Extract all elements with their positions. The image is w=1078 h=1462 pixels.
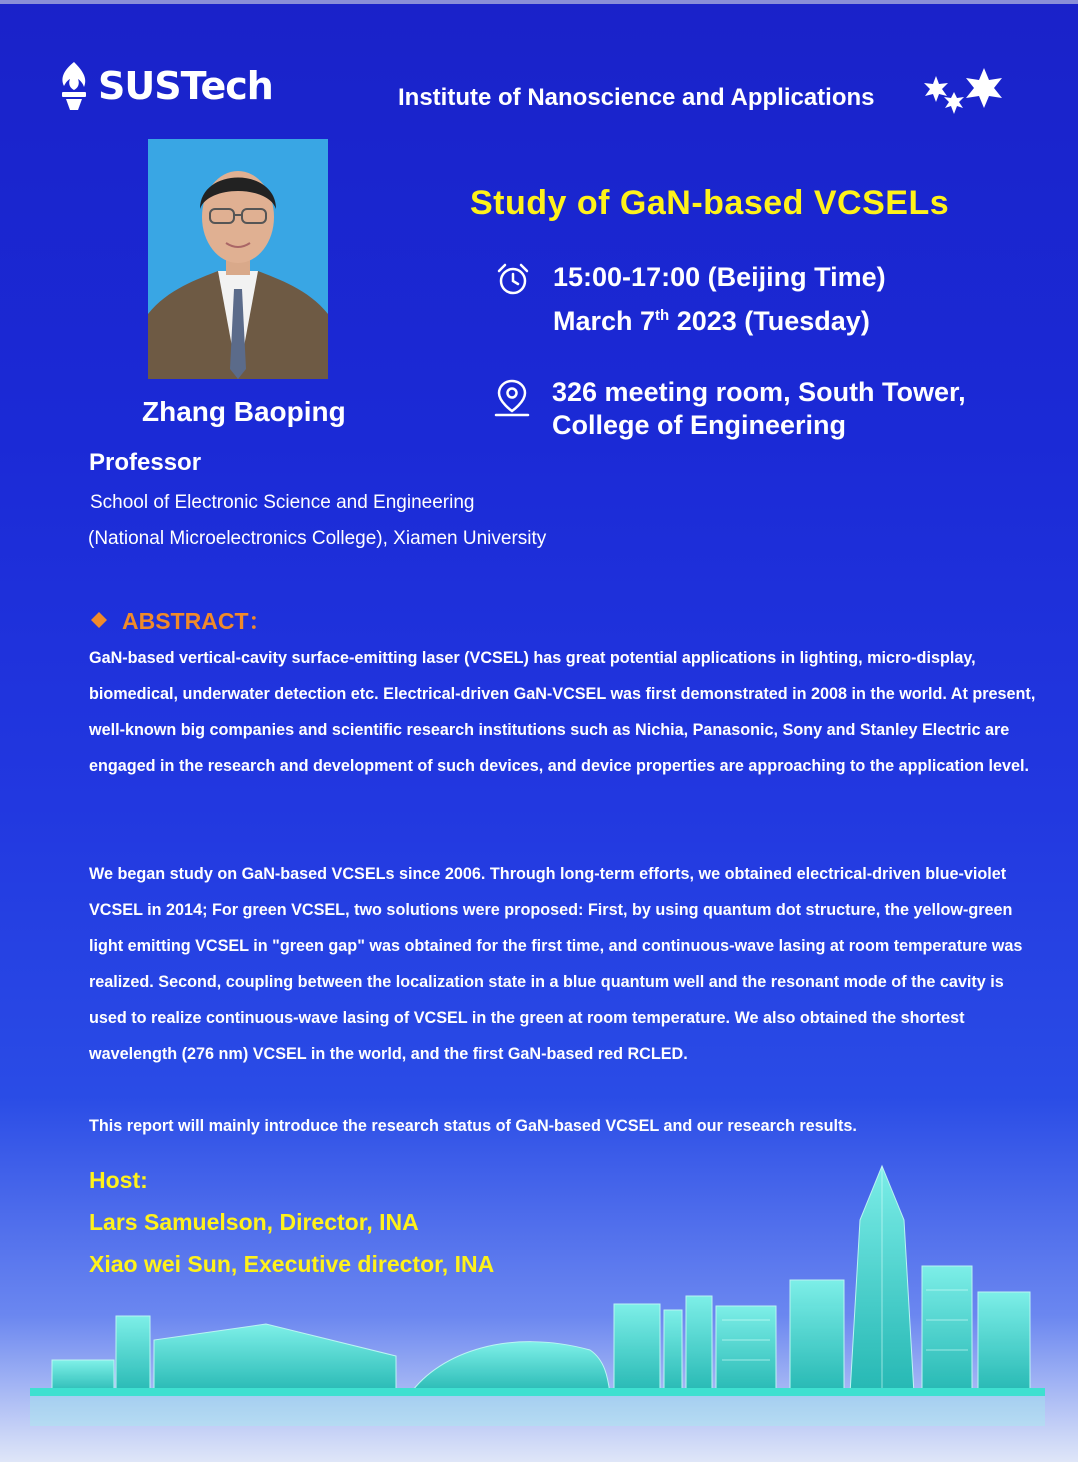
talk-date: March 7th 2023 (Tuesday) (553, 306, 870, 336)
talk-title: Study of GaN-based VCSELs (470, 184, 950, 222)
abstract-paragraph-1: GaN-based vertical-cavity surface-emitting laser (VCSEL) has great potential applications in lighting, micro-display, biomedical, underwater detection etc. Electrical-driven GaN-VCSEL was first demonstrated in 2008 in the world. At present, well-known big companies and scientific research institutions such as Nichia, Panasonic, Sony and Stanley Electric are engaged in the research and development of such devices, and device properties are approaching to the application level. (89, 649, 1036, 775)
speaker-photo (148, 139, 328, 379)
diamond-bullet-icon (90, 611, 108, 629)
location-line1: 326 meeting room, South Tower, (552, 377, 966, 407)
talk-time: 15:00-17:00 (Beijing Time) (553, 262, 886, 292)
speaker-affiliation-line1: School of Electronic Science and Engineering (90, 492, 475, 513)
host-label: Host: (89, 1167, 148, 1193)
location-line2: College of Engineering (552, 410, 847, 440)
speaker-name: Zhang Baoping (142, 396, 346, 427)
host-line1: Lars Samuelson, Director, INA (89, 1209, 419, 1235)
city-skyline-illustration (30, 1160, 1050, 1430)
institute-name: Institute of Nanoscience and Applications (398, 84, 875, 111)
sustech-logo (54, 60, 273, 112)
location-pin-icon (494, 378, 530, 418)
speaker-title: Professor (89, 449, 202, 476)
abstract-heading (90, 603, 272, 636)
host-line2: Xiao wei Sun, Executive director, INA (89, 1251, 495, 1277)
logo-text: SUSTech (98, 64, 273, 108)
speaker-affiliation-line2: (National Microelectronics College), Xiamen University (88, 528, 547, 549)
abstract-heading-text: ABSTRACT： (122, 608, 272, 634)
abstract-paragraph-2: We began study on GaN-based VCSELs since 2006. Through long-term efforts, we obtained electrical-driven blue-violet VCSEL in 2014; For green VCSEL, two solutions were proposed: First, by using quantum dot structure, the yellow-green light emitting VCSEL in "green gap" was obtained for the first time, and continuous-wave lasing at room temperature was realized. Second, coupling between the localization state in a blue quantum well and the resonant mode of the cavity is used to realize continuous-wave lasing of VCSEL in the green at room temperature. We also obtained the shortest wavelength (276 nm) VCSEL in the world, and the first GaN-based red RCLED. (89, 865, 1023, 1063)
torch-icon (54, 60, 94, 112)
alarm-clock-icon (496, 262, 530, 296)
stars-icon (922, 64, 1012, 124)
abstract-paragraph-3: This report will mainly introduce the research status of GaN-based VCSEL and our research results. (89, 1117, 857, 1135)
top-border (0, 0, 1078, 4)
